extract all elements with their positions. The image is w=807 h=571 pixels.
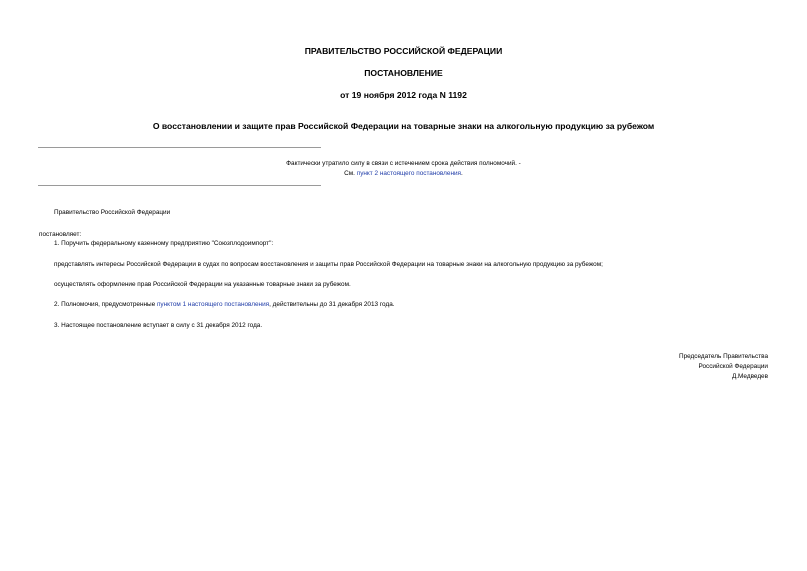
item-3-text: 3. Настоящее постановление вступает в силу с 31 декабря 2012 года.: [54, 322, 263, 329]
status-note-line1: Фактически утратило силу в связи с истечением срока действия полномочий. -: [286, 160, 521, 167]
status-note-suffix: .: [461, 170, 463, 177]
item-1-text: 1. Поручить федеральному казенному предприятию "Союзплодоимпорт":: [54, 240, 274, 247]
document-date-number: от 19 ноября 2012 года N 1192: [340, 90, 467, 100]
status-note-line2: [0, 169, 807, 178]
intro-text: Правительство Российской Федерации: [54, 209, 171, 216]
link-item-2[interactable]: пункт 2 настоящего постановления: [356, 170, 462, 177]
decides-text: постановляет:: [39, 231, 82, 238]
item-1a-text: представлять интересы Российской Федерации в судах по вопросам восстановления и защиты прав Российской Федерации на товарные знаки на алкогольную продукцию за рубежом;: [54, 261, 603, 268]
status-note-prefix: См.: [344, 170, 357, 177]
note-top-divider: [38, 147, 321, 148]
government-name: ПРАВИТЕЛЬСТВО РОССИЙСКОЙ ФЕДЕРАЦИИ: [304, 46, 503, 56]
signature-name: Д.Медведев: [731, 373, 768, 380]
item-2-prefix: 2. Полномочия, предусмотренные: [54, 301, 157, 308]
item-2-suffix: , действительны до 31 декабря 2013 года.: [269, 301, 395, 308]
signature-position: Председатель Правительства: [679, 353, 768, 360]
note-bottom-divider: [38, 185, 321, 186]
document-title: О восстановлении и защите прав Российской Федерации на товарные знаки на алкогольную продукцию за рубежом: [152, 121, 655, 131]
signature-country: Российской Федерации: [698, 363, 768, 370]
link-item-1[interactable]: пунктом 1 настоящего постановления: [156, 301, 270, 308]
item-2-text: [54, 300, 395, 309]
document-type: ПОСТАНОВЛЕНИЕ: [364, 68, 443, 78]
item-1b-text: осуществлять оформление прав Российской Федерации на указанные товарные знаки за рубежом.: [54, 281, 351, 288]
